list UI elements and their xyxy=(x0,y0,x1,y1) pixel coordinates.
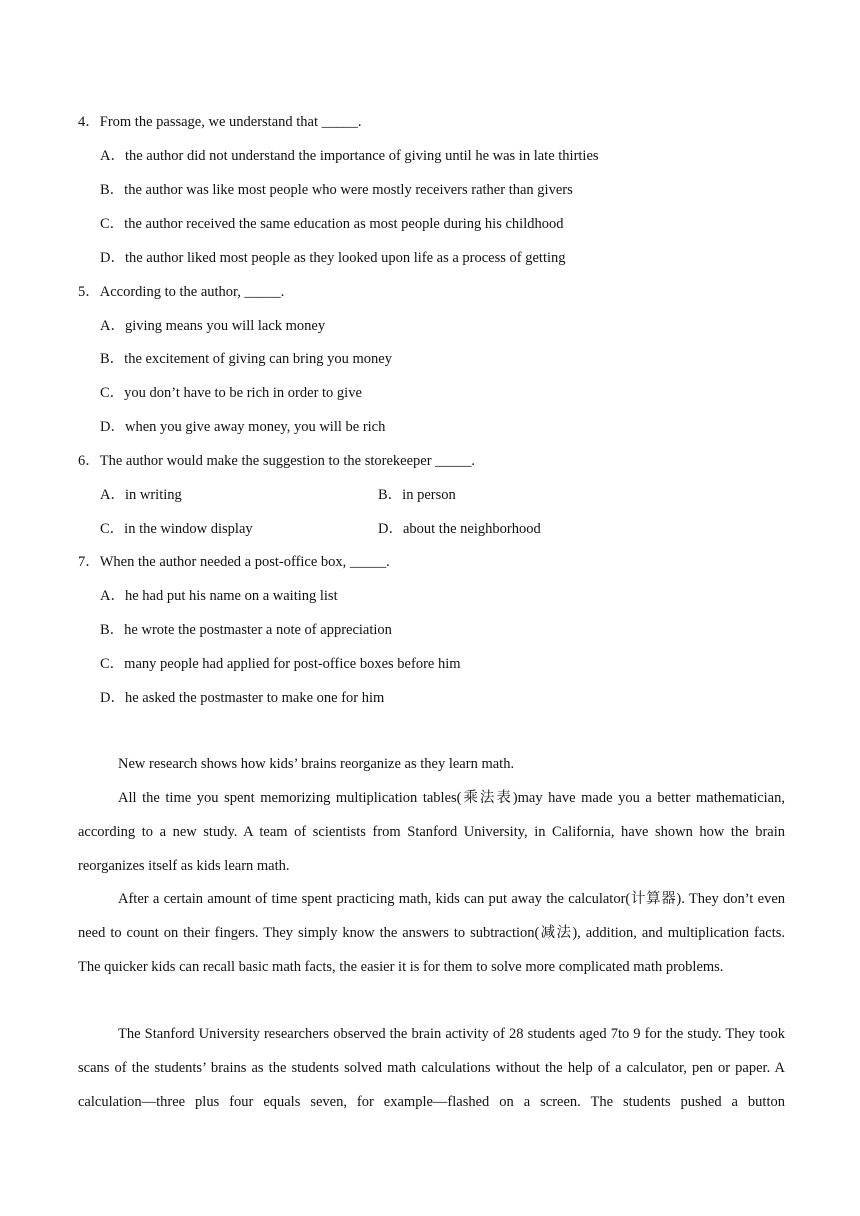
question-5-option-b: B．the excitement of giving can bring you money xyxy=(100,351,392,367)
question-5-option-c: C．you don’t have to be rich in order to give xyxy=(100,385,362,401)
question-4-option-b: B．the author was like most people who were mostly receivers rather than givers xyxy=(100,182,573,198)
passage-paragraph-3: After a certain amount of time spent practicing math, kids can put away the calculator(计算器). They don’t even need to count on their fingers. They simply know the answers to subtraction(减法), addition, and multiplication facts. The quicker kids can recall basic math facts, the easier it is for them to solve more complicated math problems. xyxy=(78,891,785,975)
question-4-stem: 4．From the passage, we understand that _____. xyxy=(78,114,362,130)
question-6-option-c: C．in the window display xyxy=(100,521,253,537)
question-6-option-a: A．in writing xyxy=(100,487,182,503)
question-6-option-b: B．in person xyxy=(378,487,456,503)
question-5-option-a: A．giving means you will lack money xyxy=(100,318,326,334)
question-4-option-c: C．the author received the same education as most people during his childhood xyxy=(100,216,564,232)
question-7-option-d: D．he asked the postmaster to make one for him xyxy=(100,690,385,706)
passage-paragraph-4: The Stanford University researchers observed the brain activity of 28 students aged 7to 9 for the study. They took scans of the students’ brains as the students solved math calculations without the help of a calculator, pen or paper. A calculation—three plus four equals seven, for example—flashed on a screen. The students pushed a button xyxy=(78,1026,785,1110)
question-7-option-c: C．many people had applied for post-office boxes before him xyxy=(100,656,461,672)
passage-paragraph-1: New research shows how kids’ brains reorganize as they learn math. xyxy=(118,756,515,772)
question-6-option-d: D．about the neighborhood xyxy=(378,521,541,537)
question-7-option-b: B．he wrote the postmaster a note of appreciation xyxy=(100,622,392,638)
passage-paragraph-2: All the time you spent memorizing multiplication tables(乘法表)may have made you a better mathematician, according to a new study. A team of scientists from Stanford University, in California, have shown how the brain reorganizes itself as kids learn math. xyxy=(78,790,785,874)
question-5-option-d: D．when you give away money, you will be rich xyxy=(100,419,386,435)
question-7-stem: 7．When the author needed a post-office box, _____. xyxy=(78,554,390,570)
question-4-option-d: D．the author liked most people as they looked upon life as a process of getting xyxy=(100,250,566,266)
question-5-stem: 5．According to the author, _____. xyxy=(78,284,285,300)
question-6-stem: 6．The author would make the suggestion to the storekeeper _____. xyxy=(78,453,476,469)
question-4-option-a: A．the author did not understand the importance of giving until he was in late thirties xyxy=(100,148,599,164)
question-7-option-a: A．he had put his name on a waiting list xyxy=(100,588,338,604)
